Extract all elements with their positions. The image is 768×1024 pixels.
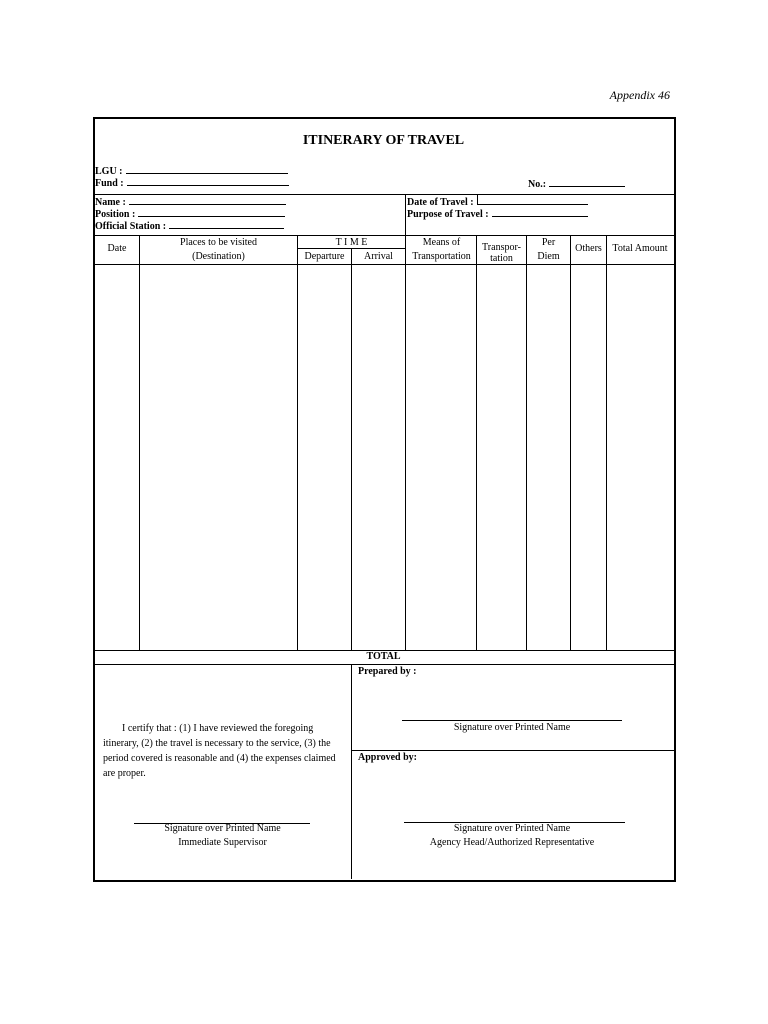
divider: [95, 264, 674, 265]
col-header-places: [140, 236, 297, 264]
col-header-transportation: [477, 242, 526, 264]
prepared-signature-line[interactable]: [402, 720, 622, 721]
itinerary-entries-area[interactable]: [96, 266, 673, 648]
lgu-input[interactable]: [126, 164, 288, 174]
fund-input[interactable]: [127, 176, 289, 186]
official-station-field: [95, 219, 284, 232]
appendix-label: Appendix 46: [609, 88, 670, 102]
col-header-per-diem-line1: Per: [541, 237, 556, 248]
prepared-signature-label: Signature over Printed Name: [453, 722, 571, 733]
supervisor-title: Immediate Supervisor: [178, 837, 267, 848]
col-header-departure: Departure: [304, 251, 345, 262]
approved-signature-label: Signature over Printed Name: [453, 823, 571, 834]
col-header-time: T I M E: [335, 237, 368, 248]
lgu-label: LGU :: [95, 166, 123, 177]
date-of-travel-input[interactable]: [477, 195, 588, 205]
col-header-others: Others: [575, 243, 602, 254]
col-header-transportation-line2: tation: [490, 253, 513, 264]
fund-label: Fund :: [95, 178, 124, 189]
purpose-field: [407, 207, 588, 220]
divider: [405, 194, 406, 236]
name-label: Name :: [95, 197, 126, 208]
purpose-input[interactable]: [492, 207, 588, 217]
divider: [352, 750, 674, 751]
total-label: TOTAL: [366, 651, 401, 662]
fund-field: [95, 176, 289, 189]
supervisor-signature-label: Signature over Printed Name: [164, 823, 281, 834]
prepared-by-label: Prepared by :: [358, 666, 417, 677]
col-header-arrival: Arrival: [364, 251, 393, 262]
name-input[interactable]: [129, 195, 286, 205]
col-header-total-amount: Total Amount: [612, 243, 668, 254]
approved-signer-title: Agency Head/Authorized Representative: [429, 837, 595, 848]
no-input[interactable]: [549, 177, 625, 187]
col-header-per-diem-line2: Diem: [537, 251, 560, 262]
col-header-means: [406, 236, 477, 264]
col-header-means-line2: Transportation: [412, 251, 471, 262]
date-of-travel-label: Date of Travel :: [407, 197, 474, 208]
col-header-places-line1: Places to be visited: [180, 237, 257, 248]
divider: [95, 664, 674, 665]
official-station-input[interactable]: [169, 219, 284, 229]
col-header-date: Date: [107, 243, 127, 254]
no-field: [528, 177, 625, 190]
col-header-means-line1: Means of: [422, 237, 461, 248]
col-header-places-line2: (Destination): [192, 251, 245, 262]
position-label: Position :: [95, 209, 136, 220]
approved-by-label: Approved by:: [358, 752, 417, 763]
certification-text: I certify that : (1) I have reviewed the foregoing itinerary, (2) the travel is necessary to the service, (3) the period covered is reasonable and (4) the expenses claimed are proper.: [103, 723, 336, 779]
no-label: No.:: [528, 179, 547, 190]
purpose-label: Purpose of Travel :: [407, 209, 489, 220]
form-title: ITINERARY OF TRAVEL: [302, 133, 465, 148]
official-station-label: Official Station :: [95, 221, 167, 232]
col-header-per-diem: [527, 236, 570, 264]
position-input[interactable]: [138, 207, 285, 217]
col-header-transportation-line1: Transpor-: [482, 242, 521, 253]
